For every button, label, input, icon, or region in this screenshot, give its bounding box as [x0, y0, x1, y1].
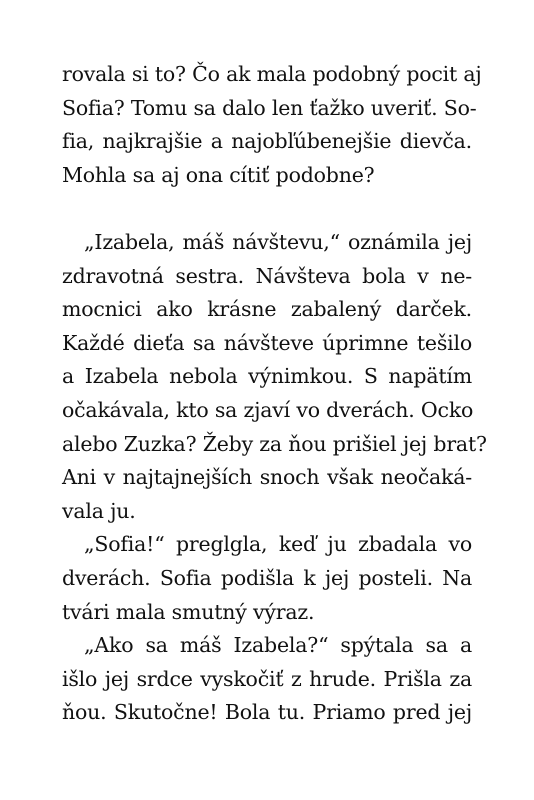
paragraph-2	[62, 226, 487, 528]
paragraph-gap	[62, 192, 472, 226]
text-line: išlo jej srdce vyskočiť z hrude. Prišla za	[62, 666, 472, 691]
text-line: očakávala, kto sa zjaví vo dverách. Ocko	[62, 397, 474, 422]
text-line: Každé dieťa sa návšteve úprimne tešilo	[62, 330, 472, 355]
text-line: vala ju.	[62, 498, 136, 523]
text-line: ňou. Skutočne! Bola tu. Priamo pred jej	[62, 700, 472, 725]
text-line: zdravotná sestra. Návšteva bola v ne-	[62, 263, 472, 288]
text-line: „Ako sa máš Izabela?“ spýtala sa a	[84, 633, 472, 658]
book-page	[62, 58, 487, 730]
text-line: mocnici ako krásne zabalený darček.	[62, 297, 472, 322]
text-line: „Izabela, máš návštevu,“ oznámila jej	[84, 229, 472, 254]
text-line: a Izabela nebola výnimkou. S napätím	[62, 364, 472, 389]
text-line: Ani v najtajnejších snoch však neočaká-	[62, 465, 472, 490]
text-line: „Sofia!“ preglgla, keď ju zbadala vo	[84, 532, 472, 557]
text-line: fia, najkrajšie a najobľúbenejšie dievča.	[62, 129, 472, 154]
text-line: Mohla sa aj ona cítiť podobne?	[62, 162, 375, 187]
text-line: alebo Zuzka? Žeby za ňou prišiel jej brat?	[62, 431, 487, 456]
text-line: Sofia? Tomu sa dalo len ťažko uveriť. So-	[62, 95, 477, 120]
text-line: dverách. Sofia podišla k jej posteli. Na	[62, 565, 472, 590]
text-line: tvári mala smutný výraz.	[62, 599, 315, 624]
paragraph-1	[62, 58, 482, 192]
text-line: rovala si to? Čo ak mala podobný pocit aj	[62, 62, 482, 86]
paragraph-4	[62, 629, 472, 730]
paragraph-3	[62, 528, 472, 629]
